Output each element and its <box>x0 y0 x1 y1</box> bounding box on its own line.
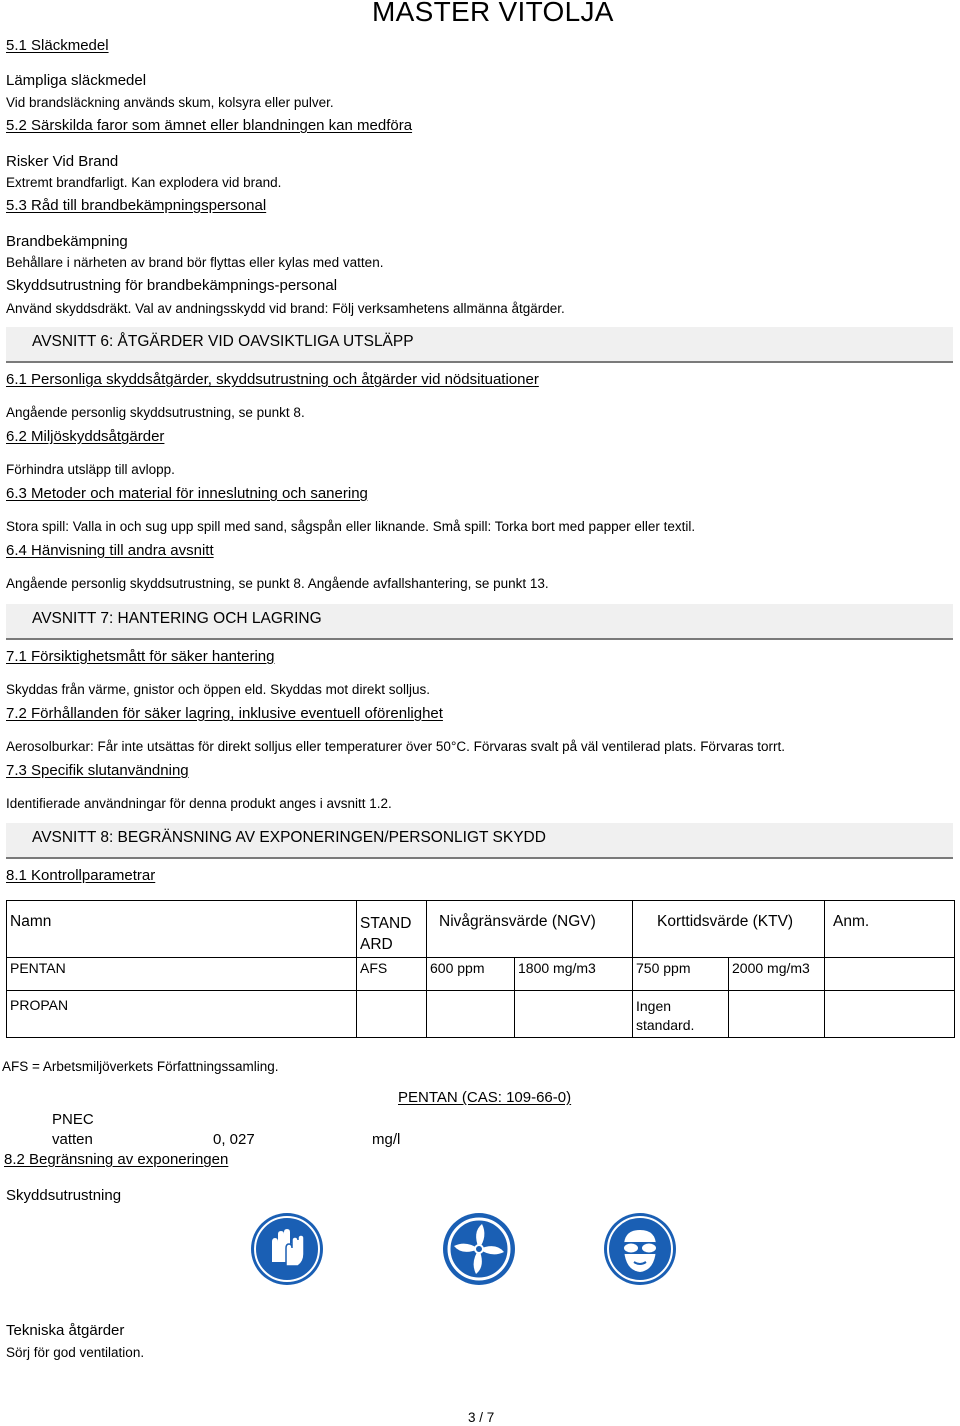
heading-7-3: 7.3 Specifik slutanvändning <box>6 762 189 779</box>
heading-7-2: 7.2 Förhållanden för säker lagring, inklusive eventuell oförenlighet <box>6 705 443 722</box>
section-7-title: AVSNITT 7: HANTERING OCH LAGRING <box>32 610 322 627</box>
fire-risk-title: Risker Vid Brand <box>6 153 119 170</box>
cell-ktv-mg: 2000 mg/m3 <box>729 958 825 991</box>
gloves-icon <box>250 1212 324 1286</box>
afs-note: AFS = Arbetsmiljöverkets Författningssamling. <box>2 1059 279 1074</box>
heading-5-3: 5.3 Råd till brandbekämpningspersonal <box>6 197 267 214</box>
section-6-bar <box>6 327 953 363</box>
section-6-title: AVSNITT 6: ÅTGÄRDER VID OAVSIKTLIGA UTSLÄPP <box>32 333 414 350</box>
pnec-unit: mg/l <box>372 1131 401 1148</box>
cell-ngv-mg <box>515 991 633 1038</box>
col-header-name: Namn <box>7 901 357 958</box>
text-7-2: Aerosolburkar: Får inte utsättas för direkt solljus eller temperaturer över 50°C. Förvaras svalt på väl ventilerad plats. Förvaras torrt. <box>6 739 785 754</box>
table-header-row <box>7 901 955 958</box>
heading-5-1: 5.1 Släckmedel <box>6 37 109 54</box>
cell-ktv-ppm: 750 ppm <box>633 958 729 991</box>
cell-ngv-mg: 1800 mg/m3 <box>515 958 633 991</box>
ventilation-icon <box>442 1212 516 1286</box>
heading-6-3: 6.3 Metoder och material för inneslutning och sanering <box>6 485 368 502</box>
exposure-limits-table <box>6 900 955 1038</box>
suitable-extinguishing-title: Lämpliga släckmedel <box>6 72 147 89</box>
cas-title: PENTAN (CAS: 109-66-0) <box>398 1089 572 1106</box>
section-8-bar <box>6 823 953 859</box>
page-number: 3 / 7 <box>468 1410 495 1425</box>
goggles-icon <box>603 1212 677 1286</box>
text-6-4: Angående personlig skyddsutrustning, se punkt 8. Angående avfallshantering, se punkt 13. <box>6 576 549 591</box>
cell-name: PENTAN <box>7 958 357 991</box>
pnec-value: 0, 027 <box>213 1131 255 1148</box>
firefighting-text: Behållare i närheten av brand bör flyttas eller kylas med vatten. <box>6 255 384 270</box>
cell-ktv-ppm: Ingen standard. <box>633 991 729 1038</box>
text-7-1: Skyddas från värme, gnistor och öppen eld. Skyddas mot direkt solljus. <box>6 682 430 697</box>
fire-risk-text: Extremt brandfarligt. Kan explodera vid brand. <box>6 175 282 190</box>
firefighter-ppe-title: Skyddsutrustning för brandbekämpnings-personal <box>6 277 338 294</box>
tech-measures-text: Sörj för god ventilation. <box>6 1345 145 1360</box>
cell-name: PROPAN <box>7 991 357 1038</box>
cell-ktv-mg <box>729 991 825 1038</box>
text-7-3: Identifierade användningar för denna produkt anges i avsnitt 1.2. <box>6 796 392 811</box>
heading-6-2: 6.2 Miljöskyddsåtgärder <box>6 428 165 445</box>
cell-ngv-ppm <box>427 991 515 1038</box>
heading-7-1: 7.1 Försiktighetsmått för säker hantering <box>6 648 275 665</box>
col-header-ngv: Nivågränsvärde (NGV) <box>427 901 633 958</box>
text-6-2: Förhindra utsläpp till avlopp. <box>6 462 175 477</box>
col-header-ktv: Korttidsvärde (KTV) <box>633 901 825 958</box>
cell-standard: AFS <box>357 958 427 991</box>
pnec-title: PNEC <box>52 1111 94 1128</box>
ppe-title: Skyddsutrustning <box>6 1187 122 1204</box>
cell-ngv-ppm: 600 ppm <box>427 958 515 991</box>
section-7-bar <box>6 604 953 640</box>
firefighting-title: Brandbekämpning <box>6 233 128 250</box>
cell-note <box>825 958 955 991</box>
heading-5-2: 5.2 Särskilda faror som ämnet eller blandningen kan medföra <box>6 117 413 134</box>
text-6-1: Angående personlig skyddsutrustning, se punkt 8. <box>6 405 305 420</box>
heading-6-4: 6.4 Hänvisning till andra avsnitt <box>6 542 214 559</box>
product-title: MASTER VITOLJA <box>372 0 614 27</box>
text-6-3: Stora spill: Valla in och sug upp spill med sand, sågspån eller liknande. Små spill: Torka bort med papper eller textil. <box>6 519 696 534</box>
firefighter-ppe-text: Använd skyddsdräkt. Val av andningsskydd vid brand: Följ verksamhetens allmänna åtgärder. <box>6 301 565 316</box>
pnec-medium: vatten <box>52 1131 93 1148</box>
table-row <box>7 958 955 991</box>
heading-6-1: 6.1 Personliga skyddsåtgärder, skyddsutrustning och åtgärder vid nödsituationer <box>6 371 539 388</box>
cell-standard <box>357 991 427 1038</box>
heading-8-2: 8.2 Begränsning av exponeringen <box>4 1151 229 1168</box>
table-row <box>7 991 955 1038</box>
heading-8-1: 8.1 Kontrollparametrar <box>6 867 156 884</box>
section-8-title: AVSNITT 8: BEGRÄNSNING AV EXPONERINGEN/PERSONLIGT SKYDD <box>32 829 546 846</box>
col-header-standard: STAND ARD <box>357 901 427 958</box>
cell-note <box>825 991 955 1038</box>
suitable-extinguishing-text: Vid brandsläckning används skum, kolsyra eller pulver. <box>6 95 334 110</box>
tech-measures-title: Tekniska åtgärder <box>6 1322 125 1339</box>
col-header-note: Anm. <box>825 901 955 958</box>
